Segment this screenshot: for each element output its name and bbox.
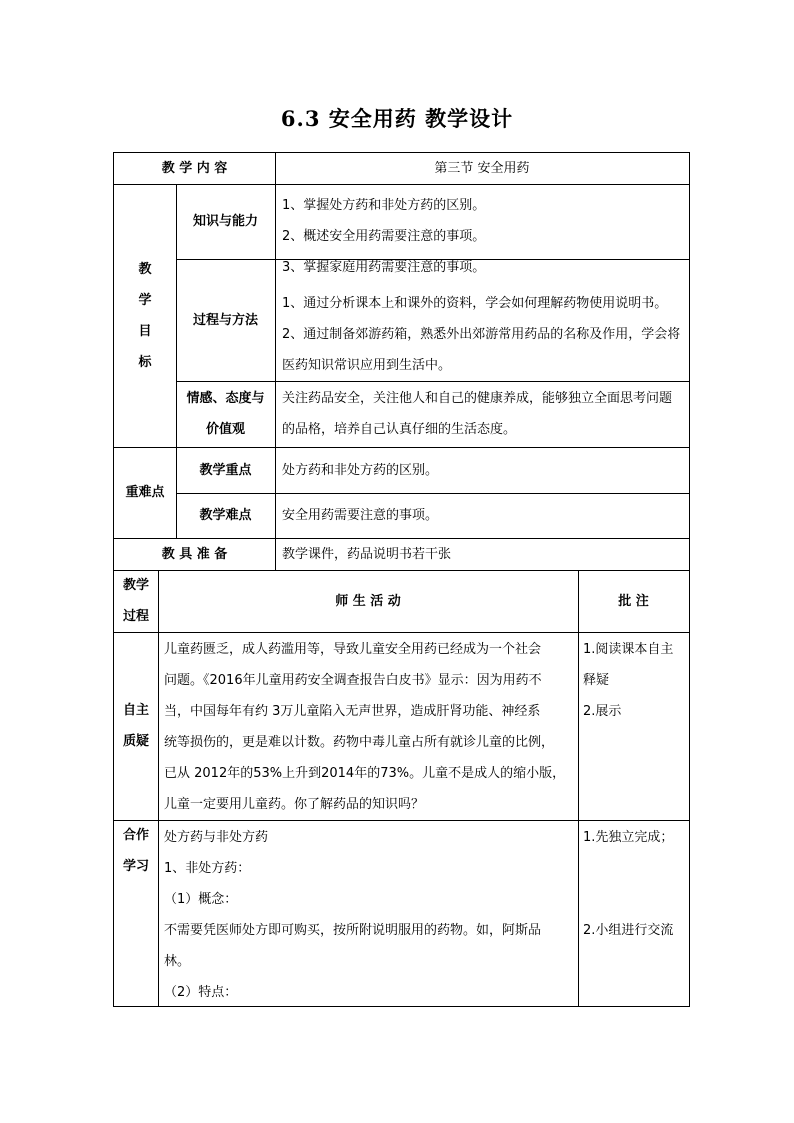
materials-label: 教 具 准 备 xyxy=(161,546,228,562)
coop-study-notes: 1.先独立完成； 2.小组进行交流 xyxy=(583,830,674,938)
coop-study-label: 合作 学习 xyxy=(122,828,149,874)
coop-study-text: 处方药与非处方药 1、非处方药： （1）概念： 不需要凭医师处方即可购买，按所附说明服用的药物。如，阿斯品 林。 （2）特点： xyxy=(164,830,542,1000)
knowledge-items: 1、掌握处方药和非处方药的区别。 2、概述安全用药需要注意的事项。 3、掌握家庭用药需要注意的事项。 xyxy=(282,198,486,275)
document-title: 6.3 安全用药 教学设计 xyxy=(280,106,514,131)
difficulty-label: 教学难点 xyxy=(199,508,252,523)
process-stage-label: 教学 过程 xyxy=(122,578,149,624)
difficulty-value: 安全用药需要注意的事项。 xyxy=(282,508,439,523)
knowledge-label: 知识与能力 xyxy=(192,214,258,229)
self-study-notes: 1.阅读课本自主 释疑 2.展示 xyxy=(583,642,674,719)
activity-header: 师 生 活 动 xyxy=(335,593,401,609)
focus-value: 处方药和非处方药的区别。 xyxy=(282,462,439,478)
emotion-text: 关注药品安全，关注他人和自己的健康养成，能够独立全面思考问题的品格，培养自己认真仔细的生活态度。 xyxy=(282,391,673,437)
content-label: 教 学 内 容 xyxy=(161,161,228,176)
lesson-plan-table xyxy=(113,152,690,1007)
materials-value: 教学课件，药品说明书若干张 xyxy=(282,546,452,562)
content-value: 第三节 安全用药 xyxy=(434,161,530,176)
focus-label: 教学重点 xyxy=(199,462,252,478)
key-points-label: 重难点 xyxy=(125,485,165,500)
process-items: 1、通过分析课本上和课外的资料，学会如何理解药物使用说明书。 2、通过制备郊游药箱，熟悉外出郊游常用药品的名称及作用，学会将医药知识常识应用到生活中。 xyxy=(282,296,681,373)
process-label: 过程与方法 xyxy=(192,312,258,328)
self-study-text: 儿童药匮乏，成人药滥用等，导致儿童安全用药已经成为一个社会 问题。《2016年儿童用药安全调查报告白皮书》显示：因为用药不 当，中国每年有约 3万儿童陷入无声世界，造成肝肾功能、神经系 统等损伤的，更是难以计数。药物中毒儿童占所有就诊儿童的比例， 已从 2012年的53%上升到2014年的73%。儿童不是成人的缩小版， 儿童一定要用儿童药。你了解药品的知识吗？ xyxy=(164,642,566,812)
objectives-label: 教 学 目 标 xyxy=(138,261,152,370)
emotion-label: 情感、态度与 价值观 xyxy=(186,391,265,437)
notes-header: 批 注 xyxy=(618,593,649,609)
self-study-label: 自主 质疑 xyxy=(122,703,149,749)
